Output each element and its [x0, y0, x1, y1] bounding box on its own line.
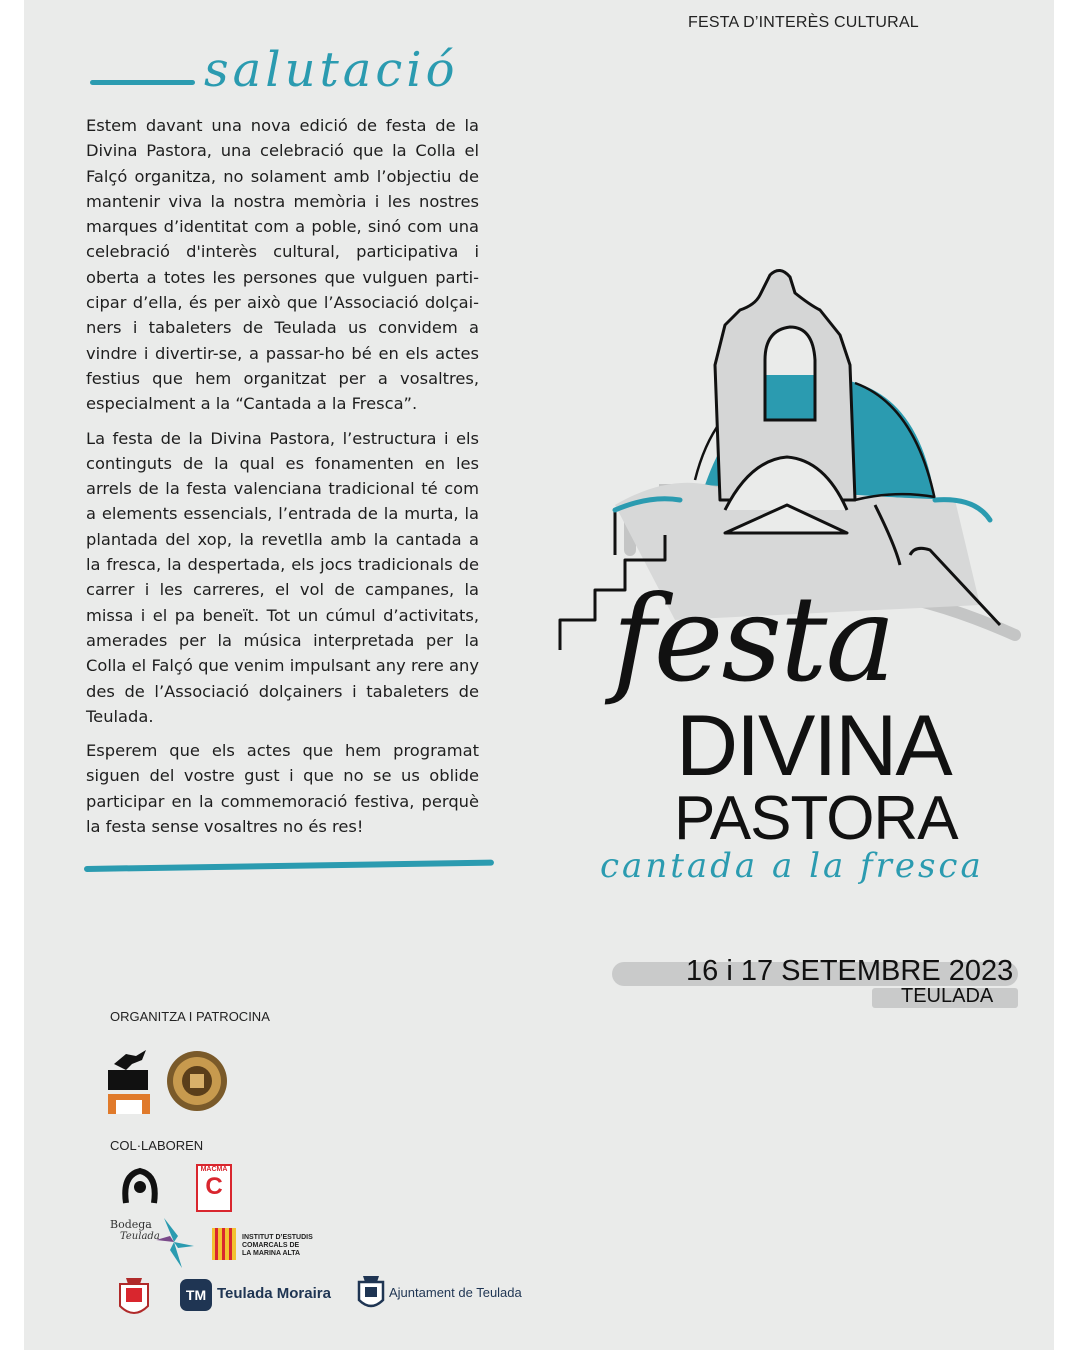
- header-category: FESTA D’INTERÈS CULTURAL: [688, 14, 919, 31]
- teulada-moraira-text: Teulada Moraira: [217, 1285, 331, 1302]
- greeting-title: salutació: [204, 42, 459, 98]
- windmill-icon: [154, 1216, 196, 1270]
- greeting-accent-bar: [90, 80, 195, 85]
- senyera-icon: [212, 1228, 236, 1260]
- macma-label: MACMA: [200, 1166, 228, 1173]
- greeting-paragraph: Esperem que els actes que hem programat siguen del vostre gust i que no se us oblide participar en la commemoració festiva, perquè la festa sense vosaltres no és res!: [86, 741, 479, 837]
- bodega-sub: Teulada: [120, 1231, 160, 1242]
- event-date: 16 i 17 SETEMBRE 2023: [686, 955, 1014, 987]
- institut-line: LA MARINA ALTA: [242, 1250, 301, 1257]
- bodega-teulada-logo: [110, 1218, 195, 1270]
- event-subtitle: cantada a la fresca: [600, 846, 984, 886]
- institut-line: COMARCALS DE: [242, 1242, 300, 1249]
- macma-letter: C: [205, 1173, 223, 1200]
- teulada-seal-logo: [166, 1050, 228, 1112]
- ajuntament-teulada-logo: [357, 1274, 552, 1312]
- ajuntament-shield-icon: [357, 1274, 385, 1312]
- event-script-title: festa: [612, 570, 894, 708]
- bodega-text: Bodega: [110, 1218, 152, 1231]
- municipal-crest-logo: [118, 1276, 150, 1320]
- ajuntament-text: Ajuntament de Teulada: [389, 1285, 522, 1300]
- horseshoe-association-logo: [118, 1165, 162, 1209]
- institut-line: INSTITUT D’ESTUDIS: [242, 1234, 313, 1241]
- falco-bird-icon: [106, 1048, 152, 1116]
- greeting-body: [86, 113, 479, 848]
- tm-badge-icon: TM: [180, 1279, 212, 1311]
- colla-el-falco-logo: [106, 1048, 152, 1116]
- event-name-line2: PASTORA: [674, 784, 958, 853]
- macma-logo: [196, 1164, 232, 1212]
- institut-estudis-logo: [212, 1228, 322, 1262]
- collaborate-label: COL·LABOREN: [110, 1138, 204, 1153]
- event-place: TEULADA: [901, 985, 994, 1007]
- greeting-paragraph: Estem davant una nova edició de festa de la Divina Pastora, una celebració que la Colla el Falçó organitza, no solament amb l’objectiu de mantenir viva la nostra memòria i les nostres marques d’identitat com a poble, sinó com una celebració d'interès cultural, participativa i oberta a totes les persones que vulguen parti-cipar d’ella, és per això que l’Associació dolçai-ners i tabaleters de Teulada us convidem a vindre i divertir-se, a passar-ho bé en els actes festius que hem organitzat per a vosaltres, especialment a la “Cantada a la Fresca”.: [86, 116, 479, 414]
- greeting-paragraph: La festa de la Divina Pastora, l’estructura i els continguts de la qual es fonamenten en les arrels de la festa valenciana tradicional té com a elements essencials, l’entrada de la murta, la plantada del xop, la revetlla amb la cantada a la fresca, la despertada, els jocs tradicionals de carrer i les carreres, el vol de campanes, la missa i el pa beneït. Tot un cúmul d’activitats, amerades per la música interpretada per la Colla el Falçó que venim impulsant any rere any des de l’Associació dolçainers i tabaleters de Teulada.: [86, 428, 479, 726]
- teulada-moraira-logo: [180, 1279, 335, 1311]
- organize-label: ORGANITZA I PATROCINA: [110, 1009, 270, 1024]
- event-name-line1: DIVINA: [676, 698, 951, 794]
